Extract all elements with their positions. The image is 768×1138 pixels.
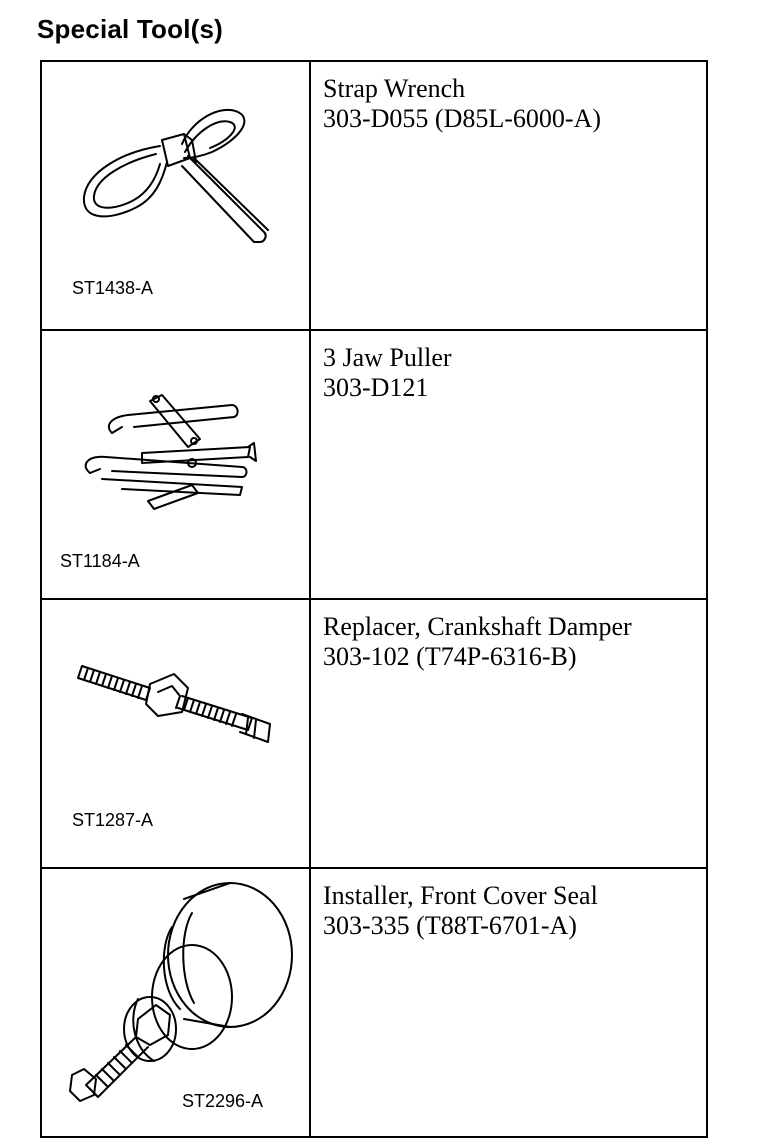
page-title: Special Tool(s) [37, 14, 223, 44]
tool-name: 3 Jaw Puller [323, 343, 452, 372]
tool-part-number: 303-D055 (D85L-6000-A) [323, 104, 602, 133]
special-tools-table [40, 60, 708, 1138]
tool-image-cell [41, 599, 310, 868]
tool-description-cell [310, 868, 707, 1137]
tool-image-code: ST1184-A [60, 551, 140, 571]
seal-installer-icon [42, 869, 309, 1124]
tool-image-cell [41, 61, 310, 330]
tool-description-cell [310, 61, 707, 330]
tool-name: Installer, Front Cover Seal [323, 881, 598, 910]
tool-part-number: 303-335 (T88T-6701-A) [323, 911, 577, 940]
tool-image-code: ST1287-A [72, 810, 154, 830]
tool-name: Replacer, Crankshaft Damper [323, 612, 632, 641]
table-row [41, 61, 707, 330]
tool-part-number: 303-102 (T74P-6316-B) [323, 642, 577, 671]
tool-image-cell [41, 868, 310, 1137]
table-row [41, 868, 707, 1137]
tool-description-cell [310, 599, 707, 868]
tool-image-cell [41, 330, 310, 599]
tool-image-code: ST2296-A [182, 1091, 264, 1111]
tool-part-number: 303-D121 [323, 373, 429, 402]
table-row [41, 330, 707, 599]
table-row [41, 599, 707, 868]
tool-image-code: ST1438-A [72, 278, 154, 298]
tool-name: Strap Wrench [323, 74, 466, 103]
tool-description-cell [310, 330, 707, 599]
jaw-puller-icon [42, 331, 309, 586]
